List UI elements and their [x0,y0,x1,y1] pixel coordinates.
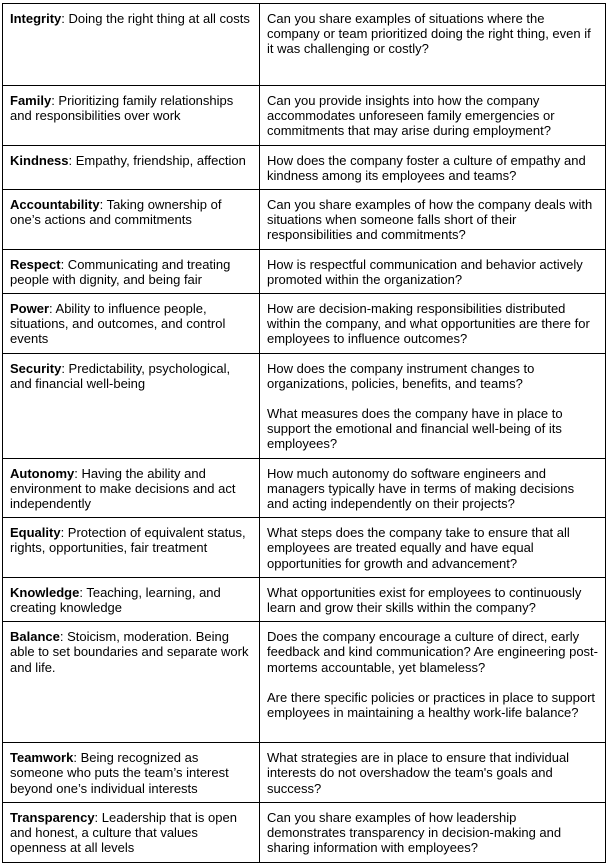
value-name: Equality [10,525,61,541]
value-name: Integrity [10,11,62,26]
question-text: How does the company instrument changes to organizations, policies, benefits, and teams? [267,360,535,391]
question-text: Does the company encourage a culture of direct, early feedback and kind communication? Are engineering post-mortems accountable, yet blameless? [267,629,598,675]
value-description: : Protection of equivalent status, rights, opportunities, fair treatment [10,525,246,556]
value-description: : Empathy, friendship, affection [68,152,246,168]
value-cell [3,622,260,743]
question-text: How does the company foster a culture of empathy and kindness among its employees and teams? [267,152,586,183]
value-cell [3,294,260,354]
question-text: How are decision-making responsibilities distributed within the company, and what opportunities are there for employees to influence outcomes? [267,301,590,347]
value-cell [3,4,260,86]
question-text: How much autonomy do software engineers and managers typically have in terms of making decisions and acting independently on their projects? [267,465,575,512]
table-row [3,743,606,803]
value-name: Teamwork [10,750,74,766]
table-row [3,577,606,621]
question-cell [260,743,606,803]
question-text: What strategies are in place to ensure that individual interests do not overshadow the team's goals and success? [267,750,570,796]
value-cell [3,458,260,518]
question-cell [260,86,606,146]
value-cell [3,518,260,578]
table-row [3,190,606,250]
question-cell [260,249,606,293]
table-row [3,518,606,578]
question-cell [260,622,606,743]
question-text: What measures does the company have in place to support the emotional and financial well-being of its employees? [267,406,563,452]
table-row [3,145,606,189]
value-description: : Stoicism, moderation. Being able to set boundaries and separate work and life. [10,629,249,675]
question-cell [260,353,606,458]
value-description: : Communicating and treating people with dignity, and being fair [10,256,231,287]
value-description: : Being recognized as someone who puts the team’s interest beyond one’s individual interests [10,750,229,796]
value-cell [3,145,260,189]
question-cell [260,4,606,86]
question-text: How is respectful communication and behavior actively promoted within the organization? [267,256,583,287]
question-cell [260,802,606,862]
question-cell [260,190,606,250]
value-description: : Leadership that is open and honest, a culture that values openness at all levels [10,809,237,856]
table-row [3,86,606,146]
question-text: Can you share examples of how leadership demonstrates transparency in decision-making and sharing information with employees? [267,809,562,856]
value-description: : Taking ownership of one’s actions and commitments [10,197,222,228]
value-name: Security [10,360,62,376]
value-description: : Teaching, learning, and creating knowledge [10,584,221,616]
question-cell [260,518,606,578]
value-name: Accountability [10,197,100,213]
value-cell [3,190,260,250]
table-row [3,802,606,862]
values-table-body [3,4,606,863]
value-description: : Having the ability and environment to make decisions and act independently [10,465,236,512]
value-name: Transparency [10,809,95,825]
value-name: Kindness [10,152,69,168]
table-row [3,622,606,743]
value-description: : Ability to influence people, situations, and outcomes, and control events [10,301,226,347]
value-name: Balance [10,629,60,645]
value-cell [3,577,260,621]
value-description: : Doing the right thing at all costs [61,11,250,26]
value-cell [3,353,260,458]
question-cell [260,458,606,518]
question-text: Can you share examples of situations where the company or team prioritized doing the right thing, even if it was challenging or costly? [267,11,591,57]
value-name: Knowledge [10,584,80,600]
value-description: : Predictability, psychological, and financial well-being [10,360,231,391]
question-text: Can you share examples of how the company deals with situations when someone falls short of their responsibilities and commitments? [267,197,593,243]
value-name: Autonomy [10,465,75,481]
value-cell [3,249,260,293]
value-cell [3,743,260,803]
question-cell [260,145,606,189]
value-name: Respect [10,256,61,272]
values-table [2,3,606,863]
question-text: What steps does the company take to ensure that all employees are treated equally and have equal opportunities for growth and advancement? [267,525,570,571]
table-row [3,458,606,518]
question-text: Are there specific policies or practices in place to support employees in maintaining a healthy work-life balance? [267,689,596,721]
question-cell [260,577,606,621]
question-text: What opportunities exist for employees to continuously learn and grow their skills within the company? [267,584,582,616]
table-row [3,249,606,293]
table-row [3,353,606,458]
value-name: Family [10,93,52,108]
table-row [3,294,606,354]
question-cell [260,294,606,354]
value-name: Power [10,301,50,317]
table-row [3,4,606,86]
value-description: : Prioritizing family relationships and responsibilities over work [10,93,234,124]
value-cell [3,802,260,862]
question-text: Can you provide insights into how the company accommodates unforeseen family emergencies or commitments that may arise during employment? [267,93,555,139]
value-cell [3,86,260,146]
